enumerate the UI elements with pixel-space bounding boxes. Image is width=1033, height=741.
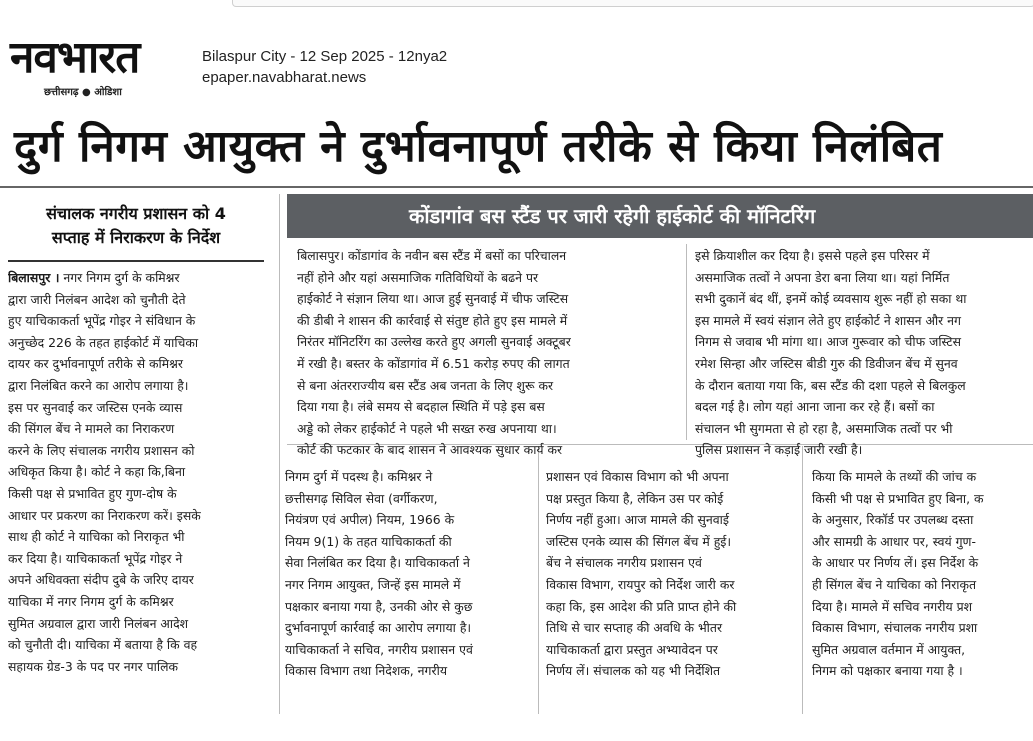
text-line: नियम 9(1) के तहत याचिकाकर्ता की (285, 533, 452, 549)
column-divider (538, 446, 539, 714)
text-line: रमेश सिन्हा और जस्टिस बीडी गुरु की डिवीजन बेंच में सुनव (695, 355, 958, 371)
text-line: के अनुसार, रिकॉर्ड पर उपलब्ध दस्ता (812, 512, 974, 528)
text-line: कोर्ट की फटकार के बाद शासन ने आवश्यक सुधार कार्य कर (297, 442, 563, 458)
text-line: के दौरान बताया गया कि, बस स्टैंड की दशा पहले से बिलकुल (695, 377, 966, 393)
side-story-subhead (8, 202, 264, 250)
text-line: सभी दुकानें बंद थीं, इनमें कोई व्यवसाय शुरू नहीं हो सका था (695, 291, 967, 307)
text-line: किया कि मामले के तथ्यों की जांच क (812, 469, 977, 484)
top-strip (0, 0, 1033, 8)
text-line: की डीबी ने शासन की कार्रवाई से संतुष्ट होते हुए इस मामले में (297, 312, 568, 328)
text-line: असमाजिक तत्वों ने अपना डेरा बना लिया था। यहां निर्मित (695, 269, 950, 285)
text-line: निगम को पक्षकार बनाया गया है । (812, 663, 963, 679)
text-line: छत्तीसगढ़ सिविल सेवा (वर्गीकरण, (285, 490, 438, 506)
headline-rule (0, 186, 1033, 188)
box-story-column-2 (695, 245, 1033, 461)
column-divider (802, 446, 803, 714)
text-line: याचिकाकर्ता द्वारा प्रस्तुत अभ्यावेदन पर (546, 641, 718, 657)
text-line: निगम दुर्ग में पदस्थ है। कमिश्नर ने (285, 469, 433, 484)
box-story-banner: कोंडागांव बस स्टैंड पर जारी रहेगी हाईकोर्ट की मॉनिटरिंग (287, 194, 1033, 238)
subhead-rule (8, 260, 264, 262)
side-story-continued-1 (285, 466, 525, 682)
text-line: ही सिंगल बेंच ने याचिका को निराकृत (812, 576, 977, 592)
text-line: के आधार पर निर्णय लें। इस निर्देश के (812, 555, 979, 571)
top-frame (232, 0, 1033, 7)
logo-subtitle: छत्तीसगढ़ ● ओडिशा (44, 87, 122, 98)
text-line: में रखी है। बस्तर के कोंडागांव में 6.51 करोड़ रुपए की लागत (297, 355, 570, 371)
column-divider (279, 194, 280, 714)
text-line: बदल गई है। लोग यहां आना जाना कर रहे हैं। बसों का (695, 399, 935, 415)
text-line: द्वारा जारी निलंबन आदेश को चुनौती देते (8, 291, 186, 307)
text-line: निर्णय नहीं हुआ। आज मामले की सुनवाई (546, 512, 729, 528)
text-line: निर्णय लें। संचालक को यह भी निर्देशित (546, 663, 721, 679)
text-line: सेवा निलंबित कर दिया है। याचिकाकर्ता ने (285, 555, 470, 571)
text-line: से बना अंतरराज्यीय बस स्टैंड अब जनता के लिए शुरू कर (297, 377, 554, 393)
text-line: याचिकाकर्ता ने सचिव, नगरीय प्रशासन एवं (285, 641, 473, 657)
text-line: द्वारा निलंबित करने का आरोप लगाया है। (8, 377, 189, 393)
text-line: विकास विभाग, संचालक नगरीय प्रशा (812, 620, 978, 636)
text-line: नहीं होने और यहां असमाजिक गतिविधियों के बढने पर (297, 269, 539, 285)
text-line: हुए याचिकाकर्ता भूपेंद्र गोइर ने संविधान के (8, 313, 196, 329)
edition-line: Bilaspur City - 12 Sep 2025 - 12nya2 (202, 48, 448, 65)
text-line: की सिंगल बेंच ने मामले का निराकरण (8, 421, 175, 437)
masthead-logo (10, 32, 192, 102)
text-line: सुमित अग्रवाल द्वारा जारी निलंबन आदेश (8, 615, 189, 631)
text-line: करने के लिए संचालक नगरीय प्रशासन को (8, 442, 195, 458)
text-line: को चुनौती दी। याचिका में बताया है कि वह (8, 637, 198, 653)
text-line: नियंत्रण एवं अपील) नियम, 1966 के (285, 512, 455, 528)
text-line: अधिकृत किया है। कोर्ट ने कहा कि,बिना (8, 464, 186, 480)
text-line: साथ ही कोर्ट ने याचिका को निराकृत भी (8, 529, 185, 545)
column-divider (686, 244, 687, 440)
text-line: दिया गया है। लंबे समय से बदहाल स्थिति में पड़े इस बस (297, 399, 545, 415)
text-line: निगम से जवाब भी मांगा था। आज गुरूवार को चीफ जस्टिस (695, 334, 961, 350)
side-story-continued-2 (546, 466, 794, 682)
box-story-column-1 (297, 245, 675, 461)
edition-info (202, 46, 447, 88)
subhead-line-2: सप्ताह में निराकरण के निर्देश (51, 228, 221, 247)
text-line: अड्डे को लेकर हाईकोर्ट ने पहले भी सख्त रुख अपनाया था। (297, 420, 557, 436)
text-line: और सामग्री के आधार पर, स्वयं गुण- (812, 533, 976, 549)
text-line: अनुच्छेद 226 के तहत हाईकोर्ट में याचिका (8, 334, 199, 350)
text-line: संचालन भी सुगमता से हो रहा है, असमाजिक तत्वों पर भी (695, 420, 953, 436)
subhead-line-1: संचालक नगरीय प्रशासन को 4 (46, 204, 226, 223)
text-line: अपने अधिवक्ता संदीप दुबे के जरिए दायर (8, 572, 194, 588)
main-headline: दुर्ग निगम आयुक्त ने दुर्भावनापूर्ण तरीके से किया निलंबित (14, 121, 943, 172)
text-line: पक्ष प्रस्तुत किया है, लेकिन उस पर कोई (546, 490, 724, 506)
text-line: बिलासपुर। कोंडागांव के नवीन बस स्टैंड में बसों का परिचालन (297, 248, 567, 263)
text-line: दायर कर दुर्भावनापूर्ण तरीके से कमिश्नर (8, 356, 183, 372)
text-line: नगर निगम आयुक्त, जिन्हें इस मामले में (285, 576, 461, 592)
text-line: प्रशासन एवं विकास विभाग को भी अपना (546, 469, 729, 484)
text-line: कहा कि, इस आदेश की प्रति प्राप्त होने की (546, 598, 737, 614)
text-line: हाईकोर्ट ने संज्ञान लिया था। आज हुई सुनवाई में चीफ जस्टिस (297, 291, 569, 307)
epaper-url: epaper.navabharat.news (202, 69, 367, 86)
text-line: विकास विभाग, रायपुर को निर्देश जारी कर (546, 576, 735, 592)
text-line: पक्षकार बनाया गया है, उनकी ओर से कुछ (285, 598, 473, 614)
logo-text: नवभारत (10, 32, 140, 83)
text-line: याचिका में नगर निगम दुर्ग के कमिश्नर (8, 593, 174, 609)
text-line: जस्टिस एनके व्यास की सिंगल बेंच में हुई। (546, 533, 732, 549)
text-line: पुलिस प्रशासन ने कड़ाई जारी रखी है। (695, 442, 863, 458)
text-line: तिथि से चार सप्ताह की अवधि के भीतर (546, 620, 723, 636)
text-line: इस पर सुनवाई कर जस्टिस एनके व्यास (8, 399, 183, 415)
text-line: बिलासपुर । नगर निगम दुर्ग के कमिश्नर (8, 270, 180, 285)
text-line: आधार पर प्रकरण का निराकरण करें। इसके (8, 507, 201, 523)
text-line: किसी पक्ष से प्रभावित हुए गुण-दोष के (8, 485, 177, 501)
text-line: दुर्भावनापूर्ण कार्रवाई का आरोप लगाया है। (285, 620, 472, 636)
text-line: सहायक ग्रेड-3 के पद पर नगर पालिक (8, 658, 179, 674)
text-line: किसी भी पक्ष से प्रभावित हुए बिना, क (812, 490, 984, 506)
side-story-body (8, 267, 260, 677)
text-line: विकास विभाग तथा निदेशक, नगरीय (285, 663, 447, 679)
text-line: बेंच ने संचालक नगरीय प्रशासन एवं (546, 555, 702, 571)
text-line: इसे क्रियाशील कर दिया है। इससे पहले इस परिसर में (695, 248, 930, 263)
text-line: निरंतर मॉनिटरिंग का उल्लेख करते हुए अगली सुनवाई अक्टूबर (297, 334, 571, 350)
text-line: इस मामले में स्वयं संज्ञान लेते हुए हाईकोर्ट ने शासन और नग (695, 312, 962, 328)
dateline: बिलासपुर । (8, 270, 60, 285)
text-line: सुमित अग्रवाल वर्तमान में आयुक्त, (812, 641, 966, 657)
text-line: कर दिया है। याचिकाकर्ता भूपेंद्र गोइर ने (8, 550, 183, 566)
text-line: दिया है। मामले में सचिव नगरीय प्रश (812, 598, 973, 614)
side-story-continued-3 (812, 466, 1033, 682)
